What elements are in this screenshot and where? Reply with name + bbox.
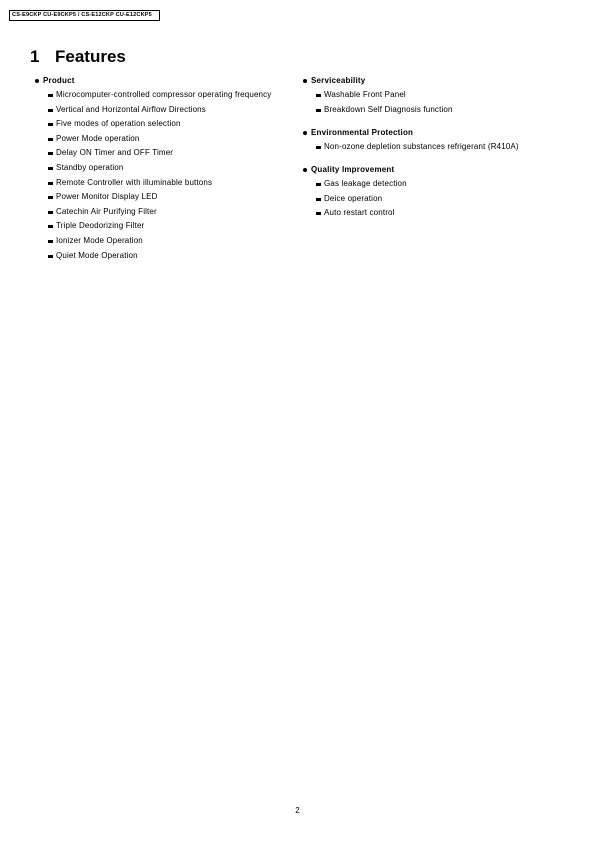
dash-bullet-icon — [48, 255, 53, 258]
list-item — [316, 142, 547, 152]
list-item-text: Gas leakage detection — [324, 179, 407, 189]
list-item-text: Power Monitor Display LED — [56, 192, 158, 202]
bullet-dot-icon — [303, 131, 307, 135]
list-item — [316, 105, 547, 115]
list-item — [48, 207, 280, 217]
dash-bullet-icon — [316, 198, 321, 201]
list-item — [316, 194, 547, 204]
page-title — [30, 47, 126, 67]
list-item — [316, 90, 547, 100]
list-item-text: Triple Deodorizing Filter — [56, 221, 145, 231]
list-item-text: Washable Front Panel — [324, 90, 406, 99]
list-item-text: Quiet Mode Operation — [56, 250, 138, 260]
list-item — [48, 148, 280, 158]
serviceability-section — [302, 75, 547, 115]
list-item-text: Delay ON Timer and OFF Timer — [56, 148, 174, 158]
dash-bullet-icon — [316, 109, 321, 112]
product-section — [34, 75, 280, 261]
list-item — [48, 178, 280, 188]
dash-bullet-icon — [48, 94, 53, 97]
section-heading-text: Serviceability — [311, 76, 366, 85]
list-item-text: Auto restart control — [324, 208, 395, 218]
list-item — [48, 90, 280, 100]
feature-list — [34, 90, 280, 261]
list-item — [316, 179, 547, 189]
feature-list — [302, 179, 547, 218]
section-heading — [302, 75, 547, 87]
list-item-text: Power Mode operation — [56, 133, 140, 143]
dash-bullet-icon — [48, 138, 53, 141]
dash-bullet-icon — [316, 146, 321, 149]
section-title: Features — [55, 47, 126, 66]
section-number: 1 — [30, 47, 40, 66]
list-item-text: Vertical and Horizontal Airflow Directions — [56, 104, 206, 114]
dash-bullet-icon — [316, 94, 321, 97]
feature-list — [302, 142, 547, 152]
bullet-dot-icon — [303, 168, 307, 172]
section-heading — [34, 75, 280, 87]
list-item-text: Remote Controller with illuminable buttons — [56, 177, 213, 187]
section-heading-text: Environmental Protection — [311, 127, 414, 137]
bullet-dot-icon — [303, 79, 307, 83]
list-item — [48, 119, 280, 129]
list-item-text: Microcomputer-controlled compressor operating frequency — [56, 90, 272, 99]
list-item-text: Non-ozone depletion substances refrigerant (R410A) — [324, 141, 519, 151]
environmental-protection-section — [302, 127, 547, 152]
page-number: 2 — [295, 806, 300, 815]
list-item-text: Deice operation — [324, 193, 383, 203]
section-heading — [302, 164, 547, 176]
list-item-text: Breakdown Self Diagnosis function — [324, 104, 453, 114]
dash-bullet-icon — [316, 212, 321, 215]
section-heading-text: Quality Improvement — [311, 165, 395, 175]
feature-list — [302, 90, 547, 115]
list-item — [48, 236, 280, 246]
list-item — [48, 134, 280, 144]
right-column — [302, 75, 547, 223]
dash-bullet-icon — [48, 182, 53, 185]
list-item — [48, 105, 280, 115]
list-item-text: Catechin Air Purifying Filter — [56, 206, 157, 216]
dash-bullet-icon — [48, 123, 53, 126]
list-item — [316, 208, 547, 218]
quality-improvement-section — [302, 164, 547, 218]
dash-bullet-icon — [48, 152, 53, 155]
list-item-text: Standby operation — [56, 162, 124, 172]
list-item — [48, 192, 280, 202]
section-heading — [302, 127, 547, 139]
dash-bullet-icon — [48, 167, 53, 170]
list-item-text: Five modes of operation selection — [56, 119, 181, 129]
dash-bullet-icon — [48, 225, 53, 228]
list-item-text: Ionizer Mode Operation — [56, 235, 143, 245]
dash-bullet-icon — [48, 240, 53, 243]
list-item — [48, 221, 280, 231]
bullet-dot-icon — [35, 79, 39, 83]
dash-bullet-icon — [48, 211, 53, 214]
list-item — [48, 251, 280, 261]
dash-bullet-icon — [316, 183, 321, 186]
left-column — [34, 75, 280, 265]
dash-bullet-icon — [48, 109, 53, 112]
dash-bullet-icon — [48, 196, 53, 199]
model-number-header: CS-E9CKP CU-E9CKP5 / CS-E12CKP CU-E12CKP5 — [9, 10, 160, 21]
section-heading-text: Product — [43, 76, 75, 85]
list-item — [48, 163, 280, 173]
